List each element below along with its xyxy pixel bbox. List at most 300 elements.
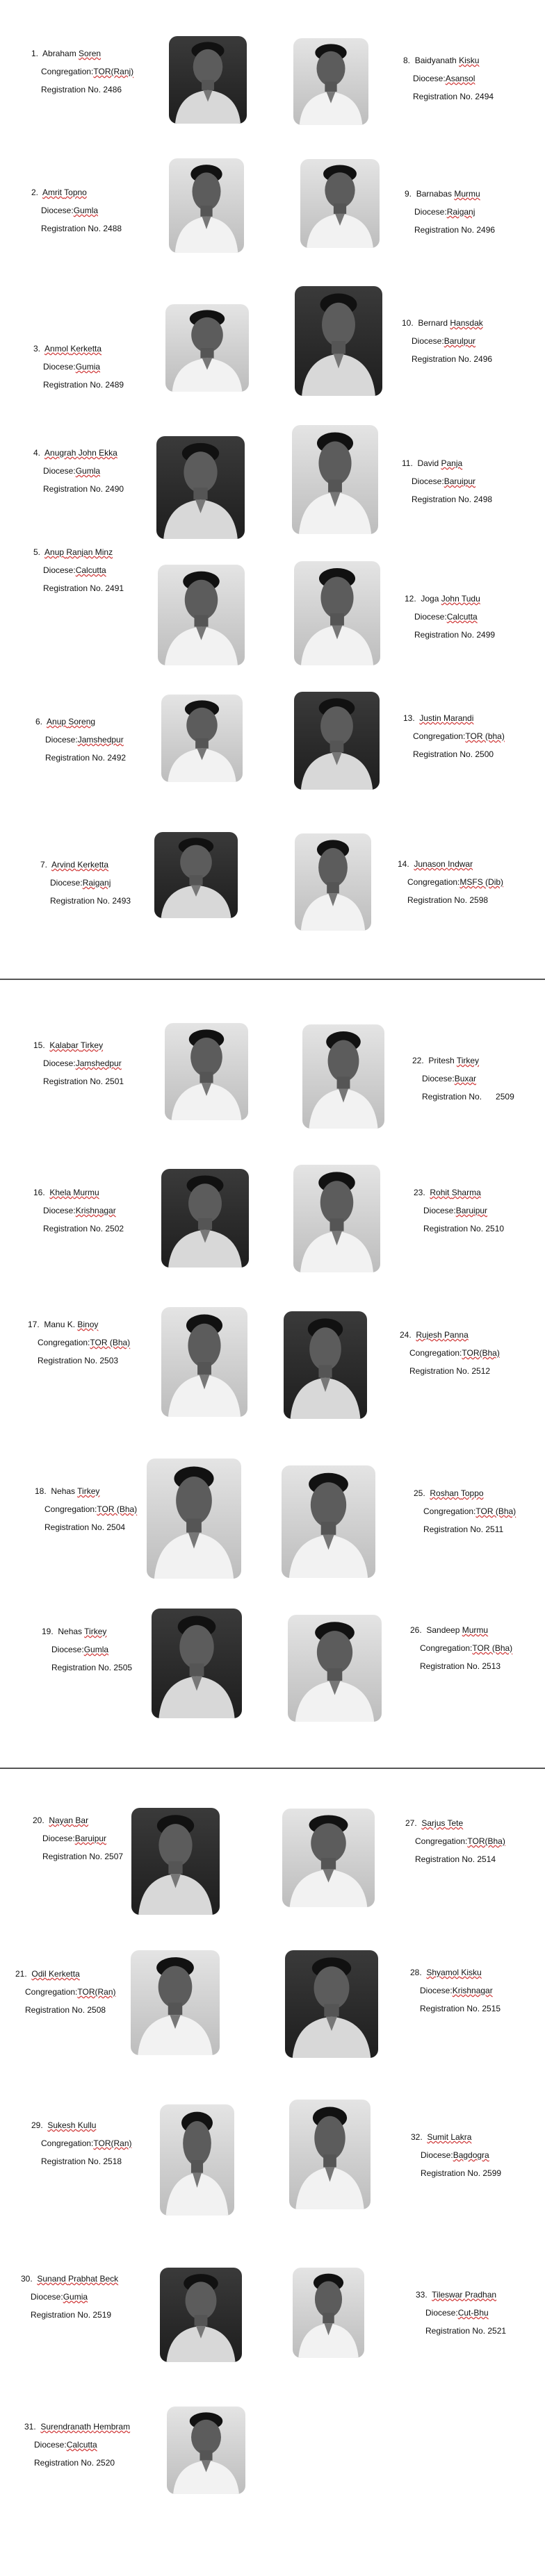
last-name: Tirkey	[80, 1040, 104, 1050]
candidate-affiliation	[398, 877, 503, 888]
registration-number: Registration No. 2599	[421, 2168, 502, 2178]
candidate-affiliation	[33, 1206, 124, 1216]
last-name: Lakra	[450, 2132, 472, 2142]
candidate-4	[33, 448, 124, 495]
candidate-29	[31, 2120, 132, 2167]
last-name: Kisku	[459, 56, 480, 65]
portrait-photo	[160, 2104, 234, 2216]
affiliation-value: Bagdogra	[453, 2150, 489, 2160]
candidate-10	[402, 318, 492, 365]
portrait-photo	[161, 695, 243, 782]
first-name: Joga	[421, 594, 441, 604]
affiliation-label: Diocese:	[43, 1058, 76, 1068]
candidate-number: 23.	[414, 1188, 430, 1197]
last-name: Panna	[444, 1330, 469, 1340]
candidate-affiliation	[403, 74, 494, 84]
candidate-name	[15, 1969, 116, 1979]
candidate-name	[412, 1056, 514, 1066]
affiliation-value: Raiganj	[82, 878, 111, 888]
affiliation-label: Diocese:	[413, 74, 446, 83]
affiliation-label: Congregation:	[415, 1836, 468, 1846]
candidate-number: 33.	[416, 2290, 432, 2300]
first-name: Sarjus	[421, 1818, 448, 1828]
affiliation-label: Diocese:	[42, 1834, 75, 1843]
last-name: Murmu	[73, 1188, 99, 1197]
first-name: Odil	[31, 1969, 49, 1979]
affiliation-value: Jamshedpur	[75, 1058, 122, 1068]
affiliation-label: Congregation:	[25, 1987, 78, 1997]
registration-number: Registration No. 2502	[43, 1224, 124, 1233]
first-name: Nehas	[58, 1627, 85, 1636]
candidate-name	[403, 56, 494, 66]
affiliation-label: Diocese:	[425, 2308, 458, 2318]
candidate-14	[398, 859, 503, 906]
candidate-32	[411, 2132, 501, 2179]
last-name: Hansdak	[450, 318, 483, 328]
last-name: Soreng	[68, 717, 96, 726]
registration-number: Registration No. 2500	[413, 749, 494, 759]
candidate-18	[35, 1486, 137, 1533]
candidate-number: 27.	[405, 1818, 422, 1828]
affiliation-value: Gumia	[63, 2292, 88, 2302]
affiliation-label: Diocese:	[43, 1206, 76, 1215]
registration-number: Registration No. 2509	[422, 1092, 514, 1102]
candidate-name	[33, 448, 124, 458]
affiliation-value: Gumla	[83, 1645, 109, 1654]
portrait-photo	[169, 158, 244, 253]
registration-number: Registration No. 2510	[423, 1224, 505, 1233]
affiliation-label: Diocese:	[43, 466, 76, 476]
candidate-number: 17.	[28, 1320, 44, 1329]
candidate-1	[31, 49, 133, 95]
candidate-affiliation	[414, 1206, 504, 1216]
candidate-23	[414, 1188, 504, 1234]
candidate-20	[33, 1815, 123, 1862]
candidate-15	[33, 1040, 124, 1087]
last-name: Kullu	[77, 2120, 97, 2130]
first-name: Arvind	[51, 860, 78, 870]
registration-number: Registration No. 2494	[413, 92, 494, 101]
registration-number: Registration No. 2504	[44, 1522, 126, 1532]
portrait-photo	[165, 304, 249, 392]
candidate-number: 31.	[24, 2422, 41, 2432]
candidate-affiliation	[414, 1506, 516, 1517]
candidate-5	[33, 547, 124, 594]
candidate-affiliation	[33, 466, 124, 476]
affiliation-label: Diocese:	[412, 476, 444, 486]
candidate-affiliation	[31, 206, 122, 216]
affiliation-value: TOR (bha)	[465, 731, 505, 741]
affiliation-value: Baruipur	[74, 1834, 107, 1843]
candidate-name	[31, 2120, 132, 2131]
portrait-photo	[131, 1808, 220, 1915]
portrait-photo	[167, 2407, 245, 2494]
last-name: Kisku	[461, 1968, 482, 1977]
last-name: Topno	[64, 188, 87, 197]
page-divider-1	[0, 979, 545, 980]
candidate-affiliation	[31, 2138, 132, 2149]
portrait-photo	[289, 2100, 371, 2209]
candidate-affiliation	[40, 878, 131, 888]
affiliation-value: Calcutta	[446, 612, 478, 622]
candidate-13	[403, 713, 505, 760]
last-name: Binoy	[77, 1320, 99, 1329]
candidate-name	[28, 1320, 130, 1330]
candidate-number: 5.	[33, 547, 45, 557]
candidate-number: 10.	[402, 318, 418, 328]
first-name: Nayan	[49, 1815, 76, 1825]
candidate-number: 14.	[398, 859, 414, 869]
candidate-name	[414, 1188, 504, 1198]
candidate-affiliation	[402, 476, 492, 487]
last-name: Hembram	[93, 2422, 131, 2432]
affiliation-value: Cut-Bhu	[457, 2308, 489, 2318]
candidate-affiliation	[33, 362, 124, 372]
candidate-number: 13.	[403, 713, 420, 723]
candidate-number: 8.	[403, 56, 415, 65]
first-name: Sukesh	[47, 2120, 78, 2130]
portrait-photo	[288, 1615, 382, 1722]
first-name: Rujesh	[416, 1330, 445, 1340]
affiliation-label: Congregation:	[41, 2138, 94, 2148]
candidate-28	[410, 1968, 501, 2014]
candidate-affiliation	[24, 2440, 130, 2450]
portrait-photo	[169, 36, 247, 124]
registration-number: Registration No. 2489	[43, 380, 124, 390]
candidate-number: 29.	[31, 2120, 48, 2130]
candidate-name	[33, 547, 124, 558]
candidate-25	[414, 1488, 516, 1535]
candidate-name	[42, 1627, 132, 1637]
registration-number: Registration No. 2513	[420, 1661, 501, 1671]
candidate-30	[21, 2274, 118, 2320]
candidate-number: 19.	[42, 1627, 58, 1636]
candidate-affiliation	[410, 1986, 501, 1996]
first-name: Surendranath	[40, 2422, 94, 2432]
candidate-number: 30.	[21, 2274, 38, 2284]
registration-number: Registration No. 2492	[45, 753, 127, 763]
candidate-name	[410, 1625, 512, 1636]
registration-number: Registration No. 2514	[415, 1854, 496, 1864]
candidate-8	[403, 56, 494, 102]
candidate-19	[42, 1627, 132, 1673]
first-name: Manu K.	[44, 1320, 78, 1329]
candidate-affiliation	[405, 1836, 505, 1847]
first-name: Pritesh	[428, 1056, 457, 1065]
last-name: Pradhan	[464, 2290, 497, 2300]
candidate-7	[40, 860, 131, 906]
affiliation-label: Diocese:	[43, 565, 76, 575]
registration-number: Registration No. 2490	[43, 484, 124, 494]
registration-number: Registration No. 2496	[412, 354, 493, 364]
last-name: John Ekka	[78, 448, 117, 458]
candidate-24	[400, 1330, 500, 1377]
candidate-name	[411, 2132, 501, 2143]
portrait-photo	[295, 286, 382, 396]
candidate-number: 25.	[414, 1488, 430, 1498]
affiliation-value: Calcutta	[75, 565, 106, 575]
first-name: Junason	[414, 859, 448, 869]
registration-number: Registration No. 2508	[25, 2005, 106, 2015]
registration-number: Registration No. 2518	[41, 2157, 122, 2166]
portrait-photo	[285, 1950, 378, 2058]
first-name: David	[417, 458, 441, 468]
last-name: Murmu	[462, 1625, 489, 1635]
affiliation-value: Baruipur	[455, 1206, 488, 1215]
last-name: Panja	[441, 458, 463, 468]
candidate-name	[31, 188, 122, 198]
affiliation-label: Diocese:	[51, 1645, 84, 1654]
affiliation-value: Gumia	[75, 362, 101, 372]
registration-number: Registration No. 2519	[31, 2310, 112, 2320]
registration-number: Registration No. 2521	[425, 2326, 507, 2336]
candidate-3	[33, 344, 124, 390]
candidate-number: 26.	[410, 1625, 427, 1635]
candidate-name	[410, 1968, 501, 1978]
affiliation-label: Congregation:	[44, 1504, 97, 1514]
registration-number: Registration No. 2499	[414, 630, 496, 640]
last-name: Tirkey	[77, 1486, 100, 1496]
candidate-31	[24, 2422, 130, 2468]
candidate-name	[24, 2422, 130, 2432]
candidate-number: 22.	[412, 1056, 429, 1065]
registration-number: Registration No. 2505	[51, 1663, 133, 1672]
affiliation-label: Diocese:	[420, 1986, 453, 1995]
candidate-12	[405, 594, 495, 640]
candidate-name	[416, 2290, 506, 2300]
last-name: Kerketta	[49, 1969, 80, 1979]
affiliation-value: TOR (Bha)	[475, 1506, 516, 1516]
affiliation-label: Congregation:	[413, 731, 466, 741]
affiliation-value: TOR (Bha)	[472, 1643, 513, 1653]
registration-number: Registration No. 2511	[423, 1524, 504, 1534]
portrait-photo	[161, 1307, 247, 1417]
candidate-26	[410, 1625, 512, 1672]
candidate-name	[400, 1330, 500, 1340]
affiliation-value: TOR (Bha)	[90, 1338, 131, 1347]
candidate-name	[31, 49, 133, 59]
first-name: Khela	[49, 1188, 74, 1197]
portrait-photo	[165, 1023, 248, 1120]
affiliation-value: Jamshedpur	[77, 735, 124, 745]
portrait-photo	[302, 1024, 384, 1129]
candidate-affiliation	[31, 67, 133, 77]
candidate-9	[405, 189, 495, 235]
candidate-2	[31, 188, 122, 234]
last-name: Indwar	[448, 859, 473, 869]
portrait-photo	[282, 1465, 375, 1578]
affiliation-label: Diocese:	[31, 2292, 63, 2302]
first-name: Sumit	[427, 2132, 451, 2142]
candidate-affiliation	[42, 1645, 132, 1655]
candidate-name	[33, 344, 124, 354]
portrait-photo	[300, 159, 380, 248]
candidate-number: 4.	[33, 448, 45, 458]
candidate-name	[21, 2274, 118, 2284]
candidate-name	[398, 859, 503, 870]
first-name: Nehas	[51, 1486, 78, 1496]
first-name: Sunand	[37, 2274, 69, 2284]
affiliation-label: Diocese:	[412, 336, 444, 346]
affiliation-value: Baruipur	[444, 476, 476, 486]
affiliation-value: MSFS (Dib)	[459, 877, 504, 887]
candidate-affiliation	[411, 2150, 501, 2161]
candidate-number: 18.	[35, 1486, 51, 1496]
candidate-name	[402, 458, 492, 469]
affiliation-label: Diocese:	[50, 878, 83, 888]
affiliation-label: Diocese:	[43, 362, 76, 372]
candidate-16	[33, 1188, 124, 1234]
candidate-number: 1.	[31, 49, 43, 58]
last-name: Marandi	[444, 713, 474, 723]
affiliation-label: Congregation:	[409, 1348, 462, 1358]
first-name: Tileswar	[432, 2290, 465, 2300]
candidate-6	[35, 717, 126, 763]
candidate-affiliation	[412, 1074, 514, 1084]
registration-number: Registration No. 2486	[41, 85, 122, 94]
candidate-affiliation	[35, 735, 126, 745]
last-name: Kerketta	[70, 344, 102, 354]
last-name: Tirkey	[84, 1627, 107, 1636]
registration-number: Registration No. 2491	[43, 583, 124, 593]
first-name: Anmol	[44, 344, 71, 354]
candidate-33	[416, 2290, 506, 2336]
affiliation-label: Diocese:	[41, 206, 74, 215]
candidate-number: 6.	[35, 717, 47, 726]
affiliation-value: TOR (Bha)	[97, 1504, 138, 1514]
affiliation-value: Asansol	[445, 74, 475, 83]
candidate-name	[405, 1818, 505, 1829]
portrait-photo	[154, 832, 238, 918]
portrait-photo	[294, 561, 380, 665]
affiliation-value: Barulpur	[444, 336, 476, 346]
portrait-photo	[160, 2268, 242, 2362]
affiliation-label: Congregation:	[38, 1338, 90, 1347]
candidate-number: 9.	[405, 189, 416, 199]
candidate-number: 16.	[33, 1188, 50, 1197]
candidate-affiliation	[410, 1643, 512, 1654]
affiliation-label: Diocese:	[423, 1206, 456, 1215]
last-name: Tirkey	[456, 1056, 480, 1065]
affiliation-value: Buxar	[454, 1074, 477, 1083]
portrait-photo	[293, 2268, 364, 2358]
last-name: Toppo	[460, 1488, 484, 1498]
candidate-affiliation	[402, 336, 492, 347]
affiliation-label: Diocese:	[421, 2150, 453, 2160]
candidate-name	[405, 594, 495, 604]
candidate-name	[414, 1488, 516, 1499]
first-name: Rohit	[430, 1188, 452, 1197]
candidate-number: 32.	[411, 2132, 428, 2142]
candidate-number: 21.	[15, 1969, 32, 1979]
portrait-photo	[292, 425, 378, 534]
last-name: Murmu	[454, 189, 480, 199]
candidate-number: 15.	[33, 1040, 50, 1050]
candidate-number: 3.	[33, 344, 45, 354]
page-divider-2	[0, 1768, 545, 1769]
candidate-affiliation	[403, 731, 505, 742]
last-name: Ranjan Minz	[66, 547, 113, 557]
affiliation-label: Congregation:	[407, 877, 460, 887]
candidate-affiliation	[416, 2308, 506, 2318]
candidate-number: 7.	[40, 860, 52, 870]
candidate-number: 12.	[405, 594, 421, 604]
affiliation-label: Congregation:	[41, 67, 94, 76]
portrait-photo	[147, 1459, 241, 1579]
candidate-name	[402, 318, 492, 329]
first-name: Shyamol	[426, 1968, 462, 1977]
registration-number: Registration No. 2503	[38, 1356, 119, 1365]
candidate-number: 2.	[31, 188, 43, 197]
candidate-name	[40, 860, 131, 870]
candidate-name	[33, 1815, 123, 1826]
portrait-photo	[294, 692, 380, 790]
last-name: Prabhat Beck	[68, 2274, 119, 2284]
affiliation-value: TOR(Bha)	[462, 1348, 500, 1358]
candidate-number: 11.	[402, 458, 418, 468]
registration-number: Registration No. 2507	[42, 1852, 124, 1861]
candidate-affiliation	[33, 1058, 124, 1069]
affiliation-label: Diocese:	[414, 612, 447, 622]
candidate-name	[35, 1486, 137, 1497]
affiliation-value: Calcutta	[66, 2440, 97, 2450]
portrait-photo	[158, 565, 245, 665]
first-name: Baidyanath	[414, 56, 459, 65]
registration-number: Registration No. 2512	[409, 1366, 491, 1376]
candidate-number: 28.	[410, 1968, 427, 1977]
portrait-photo	[282, 1809, 375, 1907]
portrait-photo	[156, 436, 245, 539]
candidate-affiliation	[28, 1338, 130, 1348]
last-name: Sharma	[451, 1188, 481, 1197]
candidate-number: 24.	[400, 1330, 416, 1340]
candidate-affiliation	[405, 612, 495, 622]
candidate-name	[33, 1188, 124, 1198]
candidate-name	[35, 717, 126, 727]
affiliation-value: Krishnagar	[75, 1206, 116, 1215]
candidate-affiliation	[35, 1504, 137, 1515]
affiliation-label: Congregation:	[420, 1643, 473, 1653]
registration-number: Registration No. 2520	[34, 2458, 115, 2468]
affiliation-label: Diocese:	[422, 1074, 455, 1083]
first-name: Justin	[419, 713, 444, 723]
last-name: Soren	[79, 49, 101, 58]
portrait-photo	[284, 1311, 367, 1419]
candidate-number: 20.	[33, 1815, 49, 1825]
candidate-11	[402, 458, 492, 505]
portrait-photo	[131, 1950, 220, 2055]
last-name: Tete	[447, 1818, 464, 1828]
candidate-22	[412, 1056, 514, 1102]
candidate-affiliation	[405, 207, 495, 217]
registration-number: Registration No. 2496	[414, 225, 496, 235]
first-name: Kalabar	[49, 1040, 81, 1050]
candidate-17	[28, 1320, 130, 1366]
candidate-27	[405, 1818, 505, 1865]
portrait-photo	[161, 1169, 249, 1268]
candidate-affiliation	[15, 1987, 116, 1997]
first-name: Anup	[47, 717, 69, 726]
first-name: Roshan	[430, 1488, 461, 1498]
candidate-affiliation	[33, 1834, 123, 1844]
affiliation-label: Diocese:	[414, 207, 447, 217]
affiliation-value: Krishnagar	[452, 1986, 493, 1995]
registration-number: Registration No. 2488	[41, 224, 122, 233]
affiliation-label: Diocese:	[45, 735, 78, 745]
first-name: Barnabas	[416, 189, 455, 199]
affiliation-value: TOR(Ran)	[93, 2138, 132, 2148]
portrait-photo	[152, 1609, 242, 1718]
